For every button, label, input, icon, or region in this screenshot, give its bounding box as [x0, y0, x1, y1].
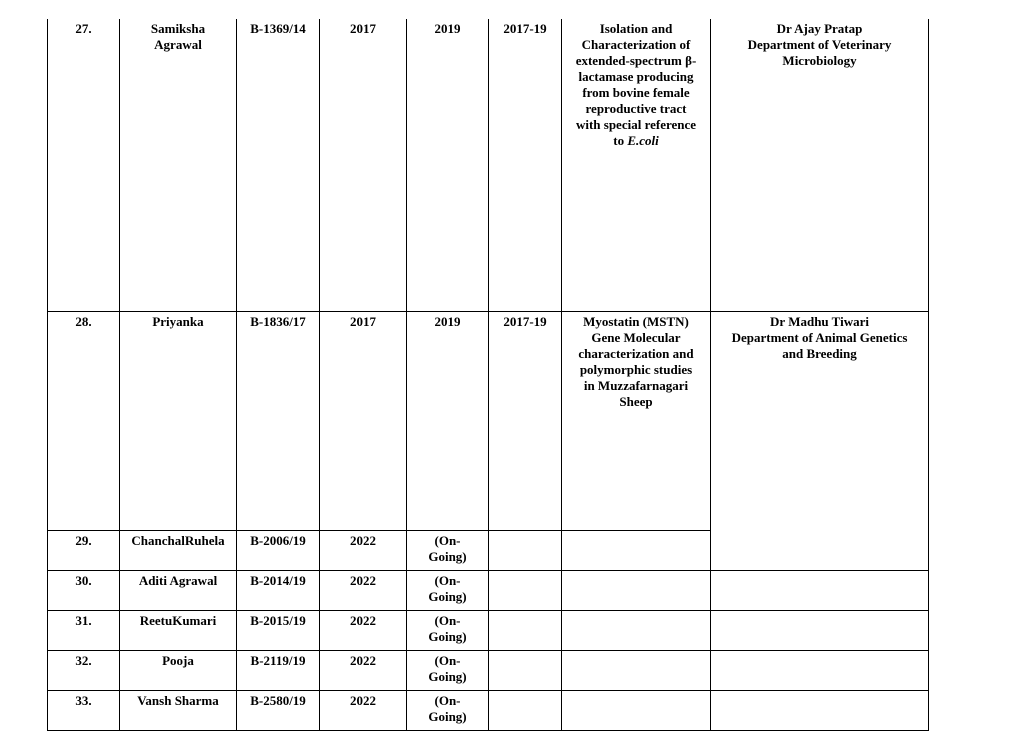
thesis-title-line — [565, 133, 707, 149]
thesis-title-line: extended-spectrum β- — [575, 53, 697, 68]
status-line: Going) — [428, 669, 467, 684]
thesis-title-cell — [562, 19, 711, 312]
thesis-title-prefix: to — [613, 133, 628, 148]
status-cell — [407, 651, 489, 691]
status-cell — [407, 531, 489, 571]
registration-number-cell: B-2014/19 — [237, 571, 320, 611]
guide-department-line: Department of Animal Genetics — [731, 330, 908, 345]
serial-number-cell: 31. — [48, 611, 120, 651]
status-line: Going) — [428, 549, 467, 564]
guide-department-line: Microbiology — [782, 53, 857, 68]
status-cell — [407, 611, 489, 651]
table-row — [48, 312, 929, 531]
thesis-title-line: characterization and — [578, 346, 694, 361]
serial-number-cell: 33. — [48, 691, 120, 731]
thesis-title-cell — [562, 571, 711, 611]
student-name-cell: ChanchalRuhela — [120, 531, 237, 571]
admission-year-cell: 2017 — [320, 312, 407, 531]
thesis-title-cell — [562, 531, 711, 571]
guide-cell — [711, 611, 929, 651]
student-name-cell: Priyanka — [120, 312, 237, 531]
serial-number-cell: 32. — [48, 651, 120, 691]
submission-year-cell: 2019 — [407, 312, 489, 531]
admission-year-cell: 2022 — [320, 611, 407, 651]
status-line: (On- — [434, 653, 461, 668]
status-line: (On- — [434, 533, 461, 548]
admission-year-cell: 2022 — [320, 651, 407, 691]
thesis-title-cell — [562, 611, 711, 651]
submission-year-cell: 2019 — [407, 19, 489, 312]
thesis-title-line: Isolation and — [599, 21, 673, 36]
table-row — [48, 691, 929, 731]
serial-number-cell: 30. — [48, 571, 120, 611]
status-line: (On- — [434, 693, 461, 708]
admission-year-cell: 2022 — [320, 571, 407, 611]
thesis-title-line: Sheep — [619, 394, 653, 409]
guide-department-line: Department of Veterinary — [747, 37, 892, 52]
guide-cell — [711, 651, 929, 691]
thesis-table — [47, 19, 929, 731]
guide-cell — [711, 691, 929, 731]
session-cell — [489, 611, 562, 651]
admission-year-cell: 2022 — [320, 531, 407, 571]
status-cell — [407, 571, 489, 611]
student-name-line: Samiksha — [150, 21, 206, 36]
student-name-line: Agrawal — [154, 37, 202, 52]
table-row — [48, 571, 929, 611]
serial-number-cell: 27. — [48, 19, 120, 312]
thesis-title-line: in Muzzafarnagari — [583, 378, 689, 393]
guide-name: Dr Madhu Tiwari — [770, 314, 869, 329]
status-line: Going) — [428, 709, 467, 724]
thesis-title-line: Gene Molecular — [591, 330, 681, 345]
registration-number-cell: B-2006/19 — [237, 531, 320, 571]
session-cell: 2017-19 — [489, 19, 562, 312]
status-line: Going) — [428, 589, 467, 604]
admission-year-cell: 2022 — [320, 691, 407, 731]
serial-number-cell: 29. — [48, 531, 120, 571]
registration-number-cell: B-2119/19 — [237, 651, 320, 691]
thesis-title-line: reproductive tract — [585, 101, 687, 116]
student-name-cell: Pooja — [120, 651, 237, 691]
thesis-title-cell — [562, 651, 711, 691]
thesis-title-cell — [562, 312, 711, 531]
guide-cell — [711, 571, 929, 611]
table-row — [48, 19, 929, 312]
serial-number-cell: 28. — [48, 312, 120, 531]
student-name-cell: Vansh Sharma — [120, 691, 237, 731]
guide-cell — [711, 312, 929, 571]
status-line: (On- — [434, 613, 461, 628]
guide-name: Dr Ajay Pratap — [776, 21, 863, 36]
registration-number-cell: B-2580/19 — [237, 691, 320, 731]
registration-number-cell: B-2015/19 — [237, 611, 320, 651]
guide-cell — [711, 19, 929, 312]
thesis-title-line: lactamase producing — [578, 69, 694, 84]
status-line: Going) — [428, 629, 467, 644]
thesis-title-line: with special reference — [575, 117, 697, 132]
session-cell — [489, 691, 562, 731]
session-cell — [489, 651, 562, 691]
table-row — [48, 611, 929, 651]
thesis-title-line: from bovine female — [582, 85, 690, 100]
status-cell — [407, 691, 489, 731]
student-name-cell: ReetuKumari — [120, 611, 237, 651]
registration-number-cell: B-1836/17 — [237, 312, 320, 531]
thesis-title-line: Characterization of — [581, 37, 691, 52]
thesis-title-line: polymorphic studies — [579, 362, 693, 377]
table-row — [48, 651, 929, 691]
organism-name: E.coli — [627, 133, 659, 148]
guide-department-line: and Breeding — [782, 346, 857, 361]
student-name-cell: Aditi Agrawal — [120, 571, 237, 611]
session-cell: 2017-19 — [489, 312, 562, 531]
registration-number-cell: B-1369/14 — [237, 19, 320, 312]
status-line: (On- — [434, 573, 461, 588]
session-cell — [489, 531, 562, 571]
thesis-title-line: Myostatin (MSTN) — [583, 314, 689, 329]
session-cell — [489, 571, 562, 611]
thesis-title-cell — [562, 691, 711, 731]
student-name-cell — [120, 19, 237, 312]
admission-year-cell: 2017 — [320, 19, 407, 312]
